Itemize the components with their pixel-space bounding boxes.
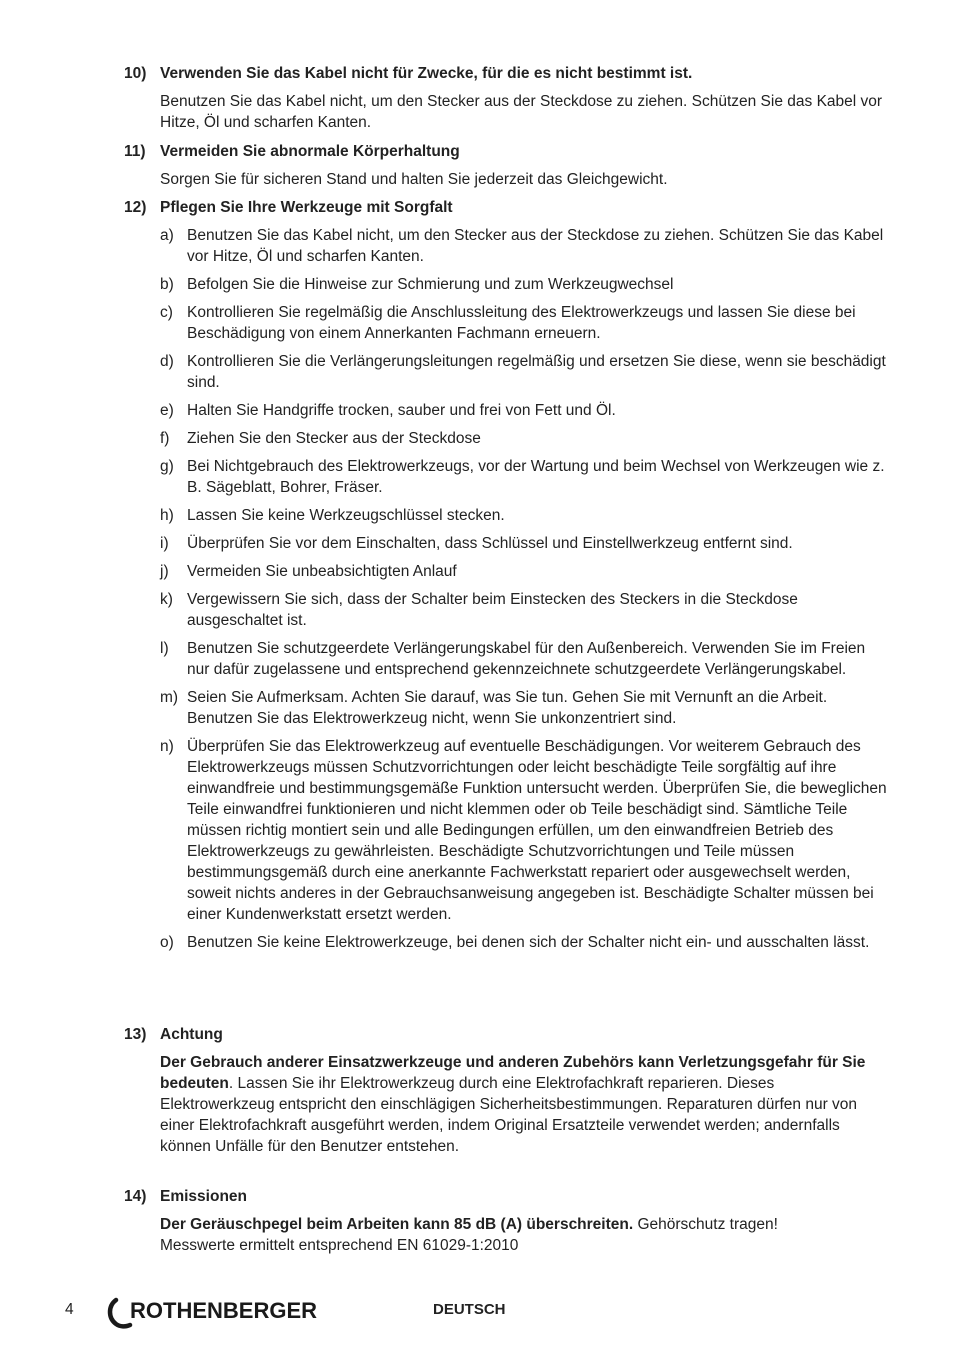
list-item <box>160 561 890 582</box>
list-letter: c) <box>160 304 173 321</box>
list-text: Befolgen Sie die Hinweise zur Schmierung und zum Werkzeugwechsel <box>187 276 674 293</box>
list-text: Ziehen Sie den Stecker aus der Steckdose <box>187 430 481 447</box>
section-number: 14) <box>124 1188 147 1205</box>
list-item <box>160 687 890 729</box>
section-body: Gehörschutz tragen! <box>633 1216 778 1233</box>
list-item <box>160 400 890 421</box>
section-text: Sorgen Sie für sicheren Stand und halten Sie jederzeit das Gleichgewicht. <box>160 171 668 188</box>
list-letter: i) <box>160 535 169 552</box>
section-heading <box>124 141 890 162</box>
list-text: Benutzen Sie keine Elektrowerkzeuge, bei denen sich der Schalter nicht ein- und ausschalten lässt. <box>187 934 870 951</box>
list-text: Kontrollieren Sie die Verlängerungsleitungen regelmäßig und ersetzen Sie diese, wenn sie beschädigt sind. <box>187 353 886 391</box>
list-letter: h) <box>160 507 174 524</box>
list-letter: e) <box>160 402 174 419</box>
list-item <box>160 225 890 267</box>
section-title: Vermeiden Sie abnormale Körperhaltung <box>160 143 460 160</box>
section-body: . Lassen Sie ihr Elektrowerkzeug durch eine Elektrofachkraft reparieren. Dieses Elektrowerkzeug entspricht den einschlägigen Sicherheitsbestimmungen. Reparaturen dürfen nur von einer Elektrofachkraft ausgeführt werden, indem Original Ersatzteile verwendet werden; andernfalls können Unfälle für den Benutzer entstehen. <box>160 1075 858 1155</box>
section-heading <box>124 63 890 84</box>
list-letter: g) <box>160 458 174 475</box>
list-letter: j) <box>160 563 169 580</box>
section-number: 11) <box>124 143 146 160</box>
list-text: Überprüfen Sie vor dem Einschalten, dass Schlüssel und Einstellwerkzeug entfernt sind. <box>187 535 793 552</box>
section-text <box>124 1214 890 1256</box>
list-item <box>160 302 890 344</box>
list-text: Vermeiden Sie unbeabsichtigten Anlauf <box>187 563 457 580</box>
list-item <box>160 589 890 631</box>
list-item <box>160 351 890 393</box>
list-letter: b) <box>160 276 174 293</box>
list-letter: o) <box>160 934 174 951</box>
rothenberger-logo <box>106 1294 346 1330</box>
list-letter: l) <box>160 640 169 657</box>
section-number: 12) <box>124 199 147 216</box>
section-14 <box>124 1186 890 1256</box>
list-item <box>160 533 890 554</box>
warning-text: Der Gebrauch anderer Einsatzwerkzeuge und anderen Zubehörs kann Verletzungsgefahr für Sie bedeuten <box>160 1054 866 1092</box>
section-10 <box>124 63 890 133</box>
list-text: Bei Nichtgebrauch des Elektrowerkzeugs, vor der Wartung und beim Wechsel von Werkzeugen wie z. B. Sägeblatt, Bohrer, Fräser. <box>187 458 885 496</box>
list-letter: a) <box>160 227 174 244</box>
page-number: 4 <box>65 1301 74 1318</box>
list-text: Seien Sie Aufmerksam. Achten Sie darauf, was Sie tun. Gehen Sie mit Vernunft an die Arbeit. Benutzen Sie das Elektrowerkzeug nicht, wenn Sie unkonzentriert sind. <box>187 689 828 727</box>
section-12 <box>124 197 890 218</box>
section-number: 10) <box>124 65 147 82</box>
warning-text: Der Geräuschpegel beim Arbeiten kann 85 dB (A) überschreiten. <box>160 1216 634 1233</box>
section-title: Achtung <box>160 1026 223 1043</box>
measurement-note: Messwerte ermittelt entsprechend EN 61029-1:2010 <box>160 1237 519 1254</box>
section-title: Emissionen <box>160 1188 247 1205</box>
list-item <box>160 638 890 680</box>
list-item <box>160 428 890 449</box>
section-text <box>124 1052 890 1157</box>
list-item <box>160 274 890 295</box>
list-text: Überprüfen Sie das Elektrowerkzeug auf eventuelle Beschädigungen. Vor weiterem Gebrauch des Elektrowerkzeugs müssen Schutzvorrichtungen oder leicht beschädigte Teile sorgfältig auf ihre einwandfreie und bestimmungsgemäße Funktion untersucht werden. Überprüfen Sie, die beweglichen Teile einwandfrei funktionieren und nicht klemmen oder ob Teile beschädigt sind. Sämtliche Teile müssen richtig montiert sein und alle Bedingungen erfüllen, um den einwandfreien Betrieb des Elektrowerkzeugs zu gewährleisten. Beschädigte Schutzvorrichtungen und Teile müssen bestimmungsgemäß durch eine anerkannte Fachwerkstatt repariert oder ausgewechselt werden, soweit nichts anderes in der Gebrauchsanweisung angegeben ist. Beschädigte Schalter müssen bei einer Kundenwerkstatt ersetzt werden. <box>187 738 887 923</box>
list-letter: d) <box>160 353 174 370</box>
list-letter: k) <box>160 591 173 608</box>
list-text: Benutzen Sie das Kabel nicht, um den Stecker aus der Steckdose zu ziehen. Schützen Sie das Kabel vor Hitze, Öl und scharfen Kanten. <box>187 227 884 265</box>
section-heading <box>124 197 890 218</box>
section-title: Pflegen Sie Ihre Werkzeuge mit Sorgfalt <box>160 199 453 216</box>
list-item <box>160 736 890 925</box>
section-11 <box>124 141 890 190</box>
section-text: Benutzen Sie das Kabel nicht, um den Stecker aus der Steckdose zu ziehen. Schützen Sie das Kabel vor Hitze, Öl und scharfen Kanten. <box>160 93 883 131</box>
list-text: Benutzen Sie schutzgeerdete Verlängerungskabel für den Außenbereich. Verwenden Sie im Freien nur dafür zugelassene und entsprechend gekennzeichnete schutzgeerdete Verlängerungskabel. <box>187 640 866 678</box>
list-letter: f) <box>160 430 170 447</box>
list-text: Vergewissern Sie sich, dass der Schalter beim Einstecken des Steckers in die Steckdose ausgeschaltet ist. <box>187 591 798 629</box>
maintenance-list <box>160 225 890 960</box>
section-number: 13) <box>124 1026 147 1043</box>
section-title: Verwenden Sie das Kabel nicht für Zwecke, für die es nicht bestimmt ist. <box>160 65 693 82</box>
list-item <box>160 505 890 526</box>
section-heading <box>124 1024 890 1045</box>
list-item <box>160 456 890 498</box>
list-letter: m) <box>160 689 179 706</box>
list-letter: n) <box>160 738 174 755</box>
section-heading <box>124 1186 890 1207</box>
list-item <box>160 932 890 953</box>
brand-text: ROTHENBERGER <box>130 1298 318 1323</box>
list-text: Kontrollieren Sie regelmäßig die Anschlussleitung des Elektrowerkzeugs und lassen Sie diese bei Beschädigung von einem Annerkanten Fachmann erneuern. <box>187 304 856 342</box>
section-13 <box>124 1024 890 1157</box>
language-label: DEUTSCH <box>433 1301 506 1318</box>
list-text: Lassen Sie keine Werkzeugschlüssel stecken. <box>187 507 505 524</box>
list-text: Halten Sie Handgriffe trocken, sauber und frei von Fett und Öl. <box>187 402 616 419</box>
